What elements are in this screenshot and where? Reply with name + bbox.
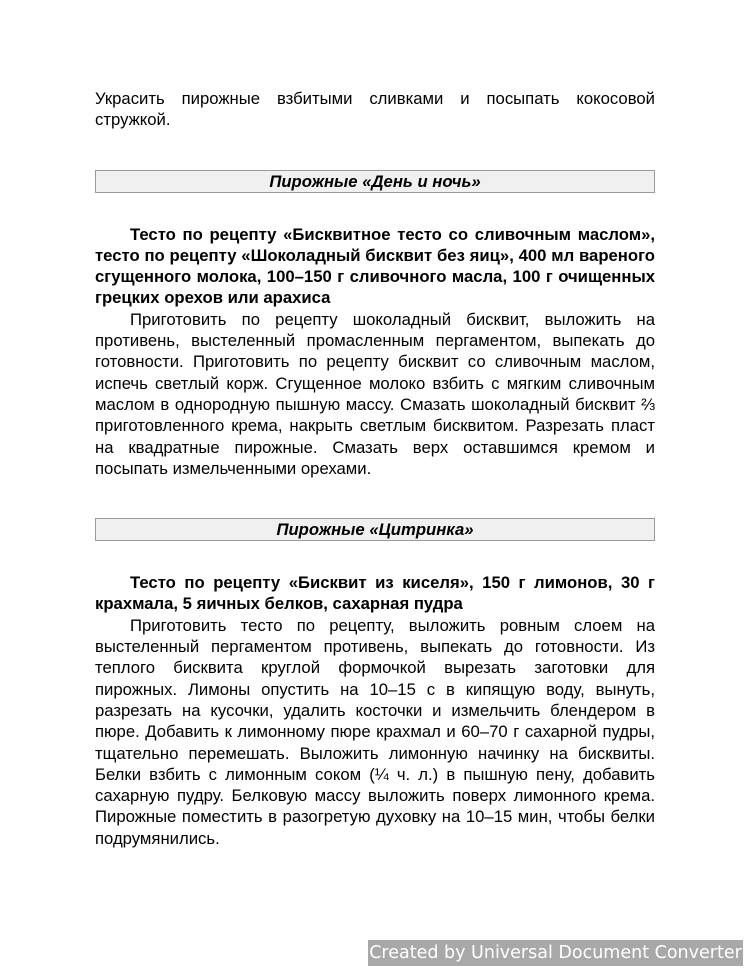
intro-paragraph: Украсить пирожные взбитыми сливками и посыпать кокосовой стружкой. xyxy=(95,89,655,130)
spacer xyxy=(95,479,655,518)
spacer xyxy=(95,541,655,572)
document-page xyxy=(95,88,655,849)
recipe-title: Пирожные «День и ночь» xyxy=(269,171,481,191)
recipe-ingredients: Тесто по рецепту «Бисквит из киселя», 150 г лимонов, 30 г крахмала, 5 яичных белков, сахарная пудра xyxy=(95,573,655,614)
spacer xyxy=(95,131,655,170)
recipe-instructions: Приготовить тесто по рецепту, выложить ровным слоем на выстеленный пергаментом противень, выпекать до готовности. Из теплого бисквита круглой формочкой вырезать заготовки для пирожных. Лимоны опустить на 10–15 с в кипящую воду, вынуть, разрезать на кусочки, удалить косточки и измельчить блендером в пюре. Добавить к лимонному пюре крахмал и 60–70 г сахарной пудры, тщательно перемешать. Выложить лимонную начинку на бисквиты. Белки взбить с лимонным соком (¼ ч. л.) в пышную пену, добавить сахарную пудру. Белковую массу выложить поверх лимонного крема. Пирожные поместить в разогретую духовку на 10–15 мин, чтобы белки подрумянились. xyxy=(95,615,655,848)
watermark-banner: Created by Universal Document Converter xyxy=(368,940,743,966)
recipe-title-box xyxy=(95,170,655,193)
recipe-ingredients: Тесто по рецепту «Бисквитное тесто со сливочным маслом», тесто по рецепту «Шоколадный бисквит без яиц», 400 мл вареного сгущенного молока, 100–150 г сливочного масла, 100 г очищенных грецких орехов или арахиса xyxy=(95,224,655,308)
spacer xyxy=(95,193,655,224)
recipe-title: Пирожные «Цитринка» xyxy=(276,520,474,540)
recipe-instructions: Приготовить по рецепту шоколадный бисквит, выложить на противень, выстеленный промасленным пергаментом, выпекать до готовности. Приготовить по рецепту бисквит со сливочным маслом, испечь светлый корж. Сгущенное молоко взбить с мягким сливочным маслом в однородную пышную массу. Смазать шоколадный бисквит ⅔ приготовленного крема, накрыть светлым бисквитом. Разрезать пласт на квадратные пирожные. Смазать верх оставшимся кремом и посыпать измельченными орехами. xyxy=(95,309,655,478)
recipe-title-box xyxy=(95,518,655,541)
